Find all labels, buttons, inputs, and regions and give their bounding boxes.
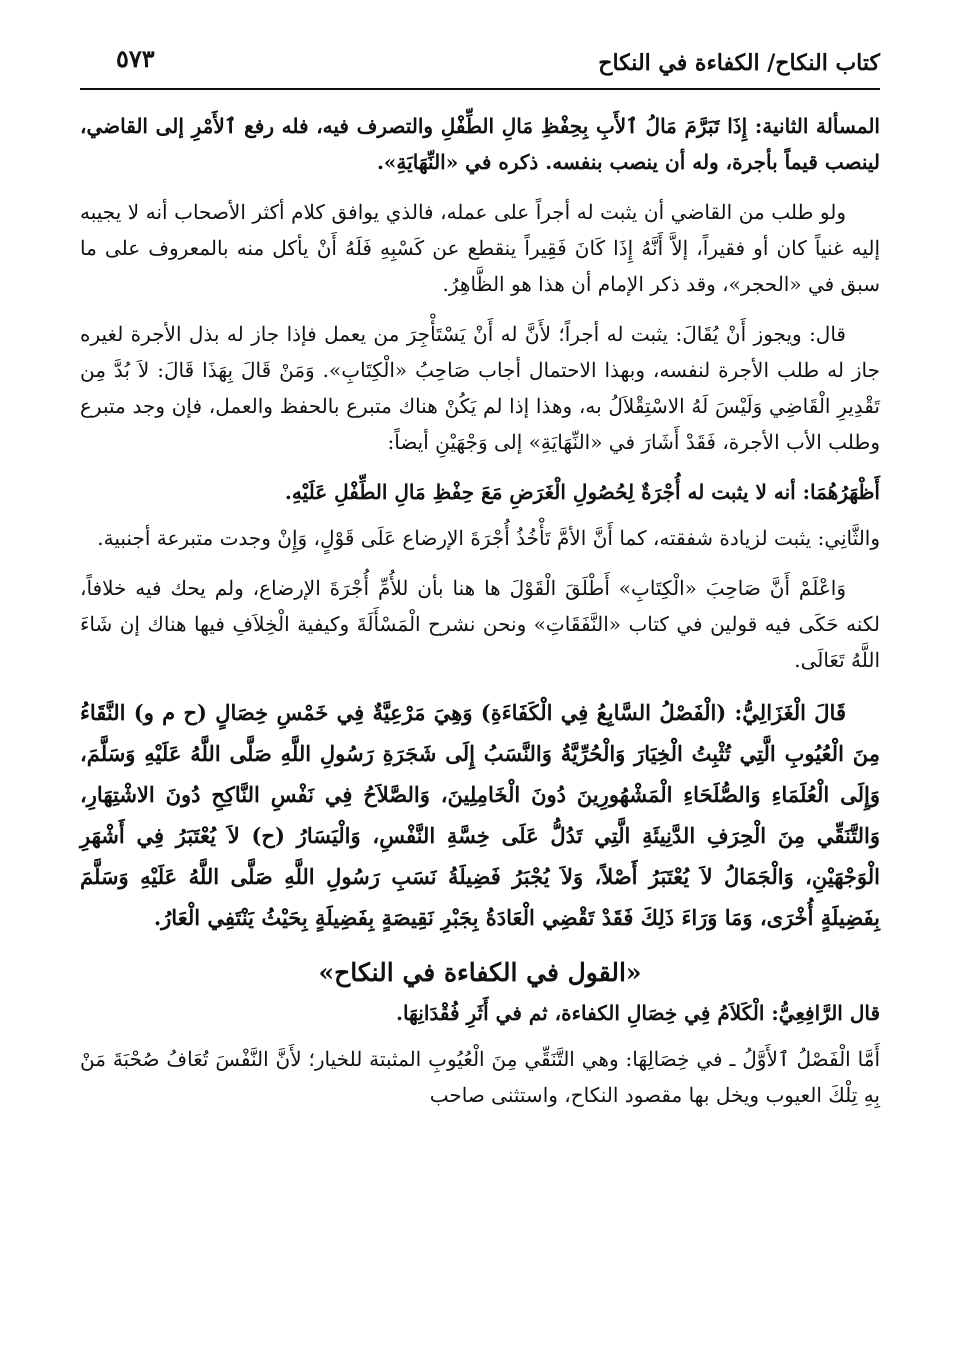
paragraph-2: ولو طلب من القاضي أن يثبت له أجراً على عمله، فالذي يوافق كلام أكثر الأصحاب أنه لا يجيبه إليه غنياً كان أو فقيراً، إلاَّ أَنَّهُ إِذَا كَانَ فَقِيراً ينقطع عن كَسْبِهِ فَلَهُ أَنْ يأكل منه بالمعروف على ما سبق في «الحجر»، وقد ذكر الإمام أن هذا هو الظَّاهِرُ. bbox=[80, 200, 881, 296]
paragraph-6: وَاعْلَمْ أَنَّ صَاحِبَ «الْكِتَابِ» أَطْلَقَ الْقَوْلَ ها هنا بأن للأُمِّ أُجْرَةَ الإرضاع، ولم يحك فيه خلافاً، لكنه حَكَى فيه قولين في كتاب «النَّفَقَاتِ» ونحن نشرح الْمَسْأَلَةَ وكيفية الْخِلاَفِ فيها هناك إن شَاءَ اللَّهُ تَعَالَى. bbox=[80, 576, 880, 672]
quoted-text-ghazali: قَالَ الْغَزَالِيُّ: (الْفَصْلُ السَّابِعُ فِي الْكَفَاءَةِ) وَهِيَ مَرْعِيَّةٌ فِي خَمْسِ خِصَالٍ (ح م و) النَّقَاءُ مِنَ الْعُيُوبِ الَّتِي تُثْبِتُ الْخِيَارَ وَالْحُرِّيَّةُ وَالنَّسَبُ إِلَى شَجَرَةِ رَسُولِ اللَّهِ صَلَّى اللَّهُ عَلَيْهِ وَسَلَّمَ، وَإِلَى الْعُلَمَاءِ وَالصُّلَحَاءِ الْمَشْهُورِينَ دُونَ الْخَامِلِينَ، وَالصَّلاَحُ فِي نَفْسِ النَّاكِحِ دُونَ الاشْتِهَارِ، وَالتَّنَقِّي مِنَ الْحِرَفِ الدَّنِيئَةِ الَّتِي تَدُلُّ عَلَى خِسَّةِ النَّفْسِ، وَالْيَسَارُ (ح) لاَ يُعْتَبَرُ فِي أَشْهَرِ الْوَجْهَيْنِ، وَالْجَمَالُ لاَ يُعْتَبَرُ أَصْلاً، وَلاَ يُجْبَرُ فَضِيلَةُ نَسَبِ رَسُولِ اللَّهِ صَلَّى اللَّهُ عَلَيْهِ وَسَلَّمَ بِفَضِيلَةٍ أُخْرَى، وَمَا وَرَاءَ ذَلِكَ فَقَدْ تَقْضِي الْعَادَةُ بِجَبْرِ نَقِيصَةٍ بِفَضِيلَةٍ بِحَيْثُ يَنْتَفِي الْعَارُ. bbox=[80, 700, 880, 930]
book-page bbox=[80, 40, 880, 1340]
page-number: ٥٧٣ bbox=[116, 44, 155, 73]
paragraph-1: المسألة الثانية: إِذَا تَبَرَّمَ مَالُ ٱلأَبِ بِحِفْظِ مَالِ الطِّفْلِ والتصرف فيه، فله رفع ٱلأَمْرِ إلى القاضي، لينصب قيماً بأجرة، وله أن ينصب بنفسه. ذكره في «النِّهَايَةِ». bbox=[80, 114, 880, 174]
running-title: كتاب النكاح/ الكفاءة في النكاح bbox=[598, 50, 880, 76]
paragraph-5: والثَّانِي: يثبت لزيادة شفقته، كما أَنَّ الأمَّ تَأْخُذُ أُجْرَةَ الإرضاع عَلَى قَوْلٍ، وَإِنْ وجدت متبرعة أجنبية. bbox=[97, 526, 880, 550]
page-header bbox=[80, 40, 880, 90]
section-heading: «القول في الكفاءة في النكاح» bbox=[318, 958, 642, 987]
paragraph-3: قال: ويجوز أَنْ يُقَالَ: يثبت له أجراً؛ لأَنَّ له أَنْ يَسْتَأْجِرَ من يعمل فإذا جاز له بذل الأجرة لغيره جاز له طلب الأجرة لنفسه، وبهذا الاحتمال أجاب صَاحِبُ «الْكِتَابِ». وَمَنْ قَالَ بِهَذَا قَالَ: لاَ بُدَّ مِن تَقْدِيرِ الْقَاضِي وَلَيْسَ لَهُ الاسْتِقْلاَلُ به، وهذا إذا لم يَكُنْ هناك متبرع بالحفظ والعمل، فإن وجد متبرع وطلب الأب الأجرة، فَقَدْ أَشَارَ في «النِّهَايَةِ» إلى وَجْهَيْنِ أيضاً: bbox=[80, 322, 880, 454]
paragraph-4: أَظْهَرُهُمَا: أنه لا يثبت له أُجْرَةٌ لِحُصُولِ الْغَرَضِ مَعَ حِفْظِ مَالِ الطِّفْلِ عَلَيْهِ. bbox=[284, 480, 880, 504]
paragraph-9: أَمَّا الْفَصْلُ ٱلأَوَّلُ ـ في خِصَالِهَا: وهي التَّنَقِّي مِنَ الْعُيُوبِ المثبتة للخيار؛ لأَنَّ النَّفْسَ تُعَافُ صُحْبَةَ مَنْ بِهِ تِلْكَ العيوب ويخل بها مقصود النكاح، واستثنى صاحب bbox=[80, 1047, 880, 1107]
page-content bbox=[80, 108, 880, 1113]
paragraph-8: قال الرَّافِعِيُّ: الْكَلاَمُ فِي خِصَالِ الكفاءة، ثم في أَثَرِ فُقْدَانِهَا. bbox=[395, 1001, 880, 1025]
